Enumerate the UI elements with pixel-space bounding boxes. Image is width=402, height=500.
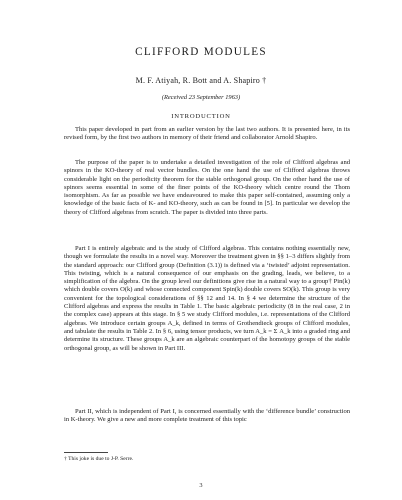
section-heading-introduction: INTRODUCTION [171,113,231,120]
page-number: 3 [199,482,203,489]
body-block-3 [64,408,350,425]
body-paragraph-3: Part II, which is independent of Part I, is concerned essentially with the ‘difference bundle’ construction in K-theory. We give a new and more complete treatment of this topic [64,408,350,424]
paper-title: CLIFFORD MODULES [135,46,267,58]
footnote-divider [64,452,108,453]
author-line: M. F. Atiyah, R. Bott and A. Shapiro † [135,76,267,85]
intro-note-paragraph: This paper developed in part from an earlier version by the last two authors. It is presented here, in its revised form, by the first two authors in memory of their friend and collaborator Arnold Shapiro. [64,126,350,142]
body-block-2 [64,245,350,353]
body-paragraph-2: Part I is entirely algebraic and is the study of Clifford algebras. This contains nothing essentially new, though we formulate the results in a novel way. Moreover the treatment given in §§ 1–3 differs slightly from the standard approach: our Clifford group (Definition (3.1)) is defined via a ‘twisted’ adjoint representation. This twisting, which is a natural consequence of our emphasis on the grading, leads, we believe, to a simplification of the algebra. On the group level our definitions give rise in a natural way to a group† Pin(k) which double covers O(k) and whose connected component Spin(k) double covers SO(k). This group is very convenient for the topological considerations of §§ 12 and 14. In § 4 we determine the structure of the Clifford algebras and express the results in Table 1. The basic algebraic periodicity (8 in the real case, 2 in the complex case) appears at this stage. In § 5 we study Clifford modules, i.e. representations of the Clifford algebras. We introduce certain groups A_k, defined in terms of Grothendieck groups of Clifford modules, and tabulate the results in Table 2. In § 6, using tensor products, we turn A_k = Σ A_k into a graded ring and determine its structure. These groups A_k are an algebraic counterpart of the homotopy groups of the stable orthogonal group, as will be shown in Part III. [64,245,350,352]
body-paragraph-1: The purpose of the paper is to undertake a detailed investigation of the role of Clifford algebras and spinors in the KO-theory of real vector bundles. On the one hand the use of Clifford algebras throws considerable light on the periodicity theorem for the stable orthogonal group. On the other hand the use of spinors seems essential in some of the finer points of the KO-theory which centre round the Thom isomorphism. As far as possible we have endeavoured to make this paper self-contained, assuming only a knowledge of the basic facts of K- and KO-theory, such as can be found in [5]. In particular we develop the theory of Clifford algebras from scratch. The paper is divided into three parts. [64,159,350,216]
intro-note-block [64,126,350,143]
received-date: (Received 23 September 1963) [161,94,241,101]
footnote: † This joke is due to J-P. Serre. [64,456,134,462]
body-block-1 [64,159,350,217]
